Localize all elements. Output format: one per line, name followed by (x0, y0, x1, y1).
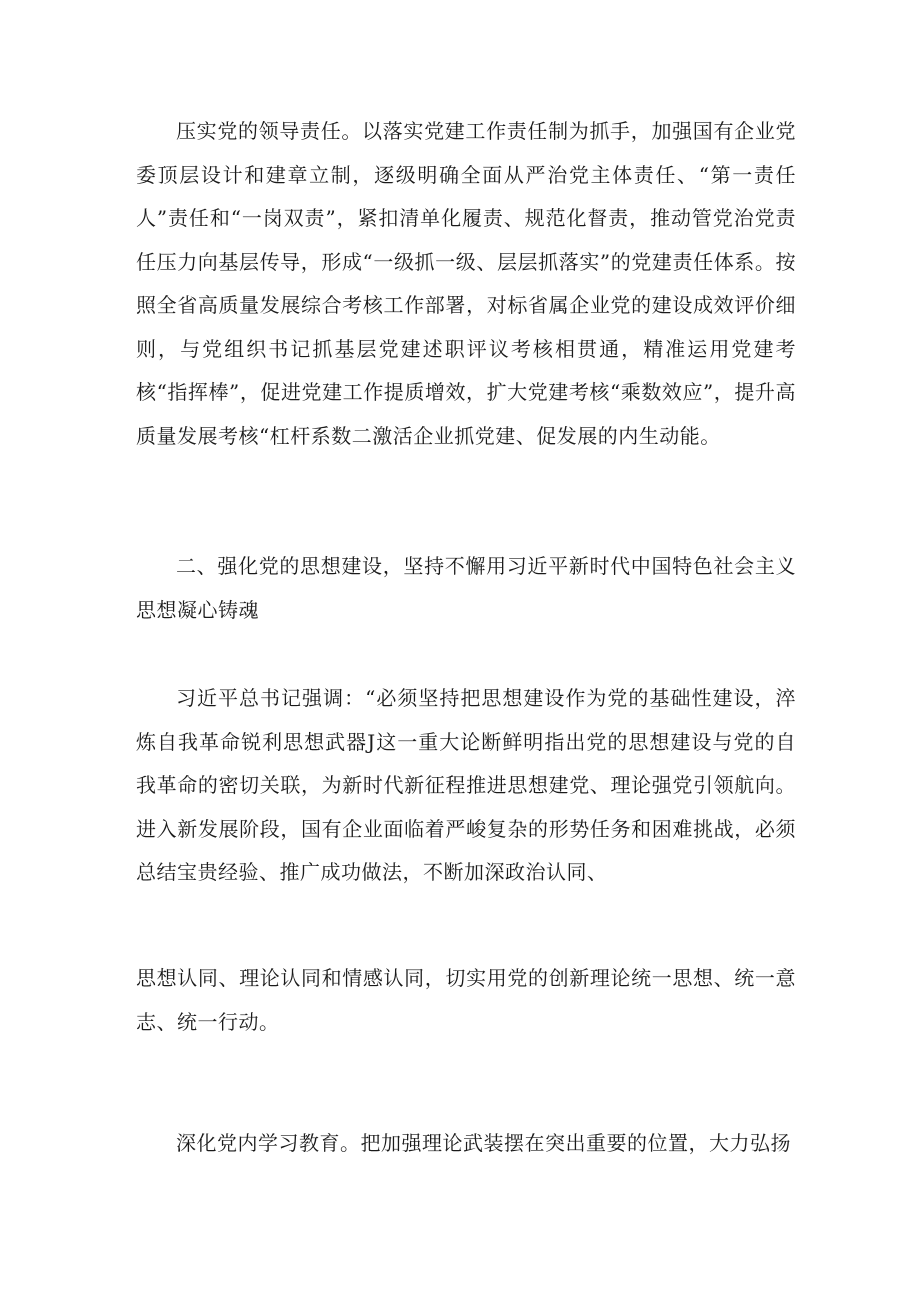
paragraph-continuation-identity: 思想认同、理论认同和情感认同，切实用党的创新理论统一思想、统一意志、统一行动。 (136, 966, 796, 1034)
paragraph-general-secretary-quote: 习近平总书记强调：“必须坚持把思想建设作为党的基础性建设，淬炼自我革命锐利思想武器J这一重大论断鲜明指出党的思想建设与党的自我革命的密切关联，为新时代新征程推进思想建党、理论强党引领航向。进入新发展阶段，国有企业面临着严峻复杂的形势任务和困难挑战，必须总结宝贵经验、推广成功做法，不断加深政治认同、 (136, 686, 796, 884)
section-heading-ideological-building: 二、强化党的思想建设，坚持不懈用习近平新时代中国特色社会主义思想凝心铸魂 (136, 554, 796, 622)
paragraph-deepen-party-learning: 深化党内学习教育。把加强理论武装摆在突出重要的位置，大力弘扬 (176, 1131, 791, 1155)
paragraph-party-leadership-responsibility: 压实党的领导责任。以落实党建工作责任制为抓手，加强国有企业党委顶层设计和建章立制，逐级明确全面从严治党主体责任、“第一责任人”责任和“一岗双责”，紧扣清单化履责、规范化督责，推动管党治党责任压力向基层传导，形成“一级抓一级、层层抓落实”的党建责任体系。按照全省高质量发展综合考核工作部署，对标省属企业党的建设成效评价细则，与党组织书记抓基层党建述职评议考核相贯通，精准运用党建考核“指挥棒”，促进党建工作提质增效，扩大党建考核“乘数效应”，提升高质量发展考核“杠杆系数二激活企业抓党建、促发展的内生动能。 (136, 119, 796, 448)
